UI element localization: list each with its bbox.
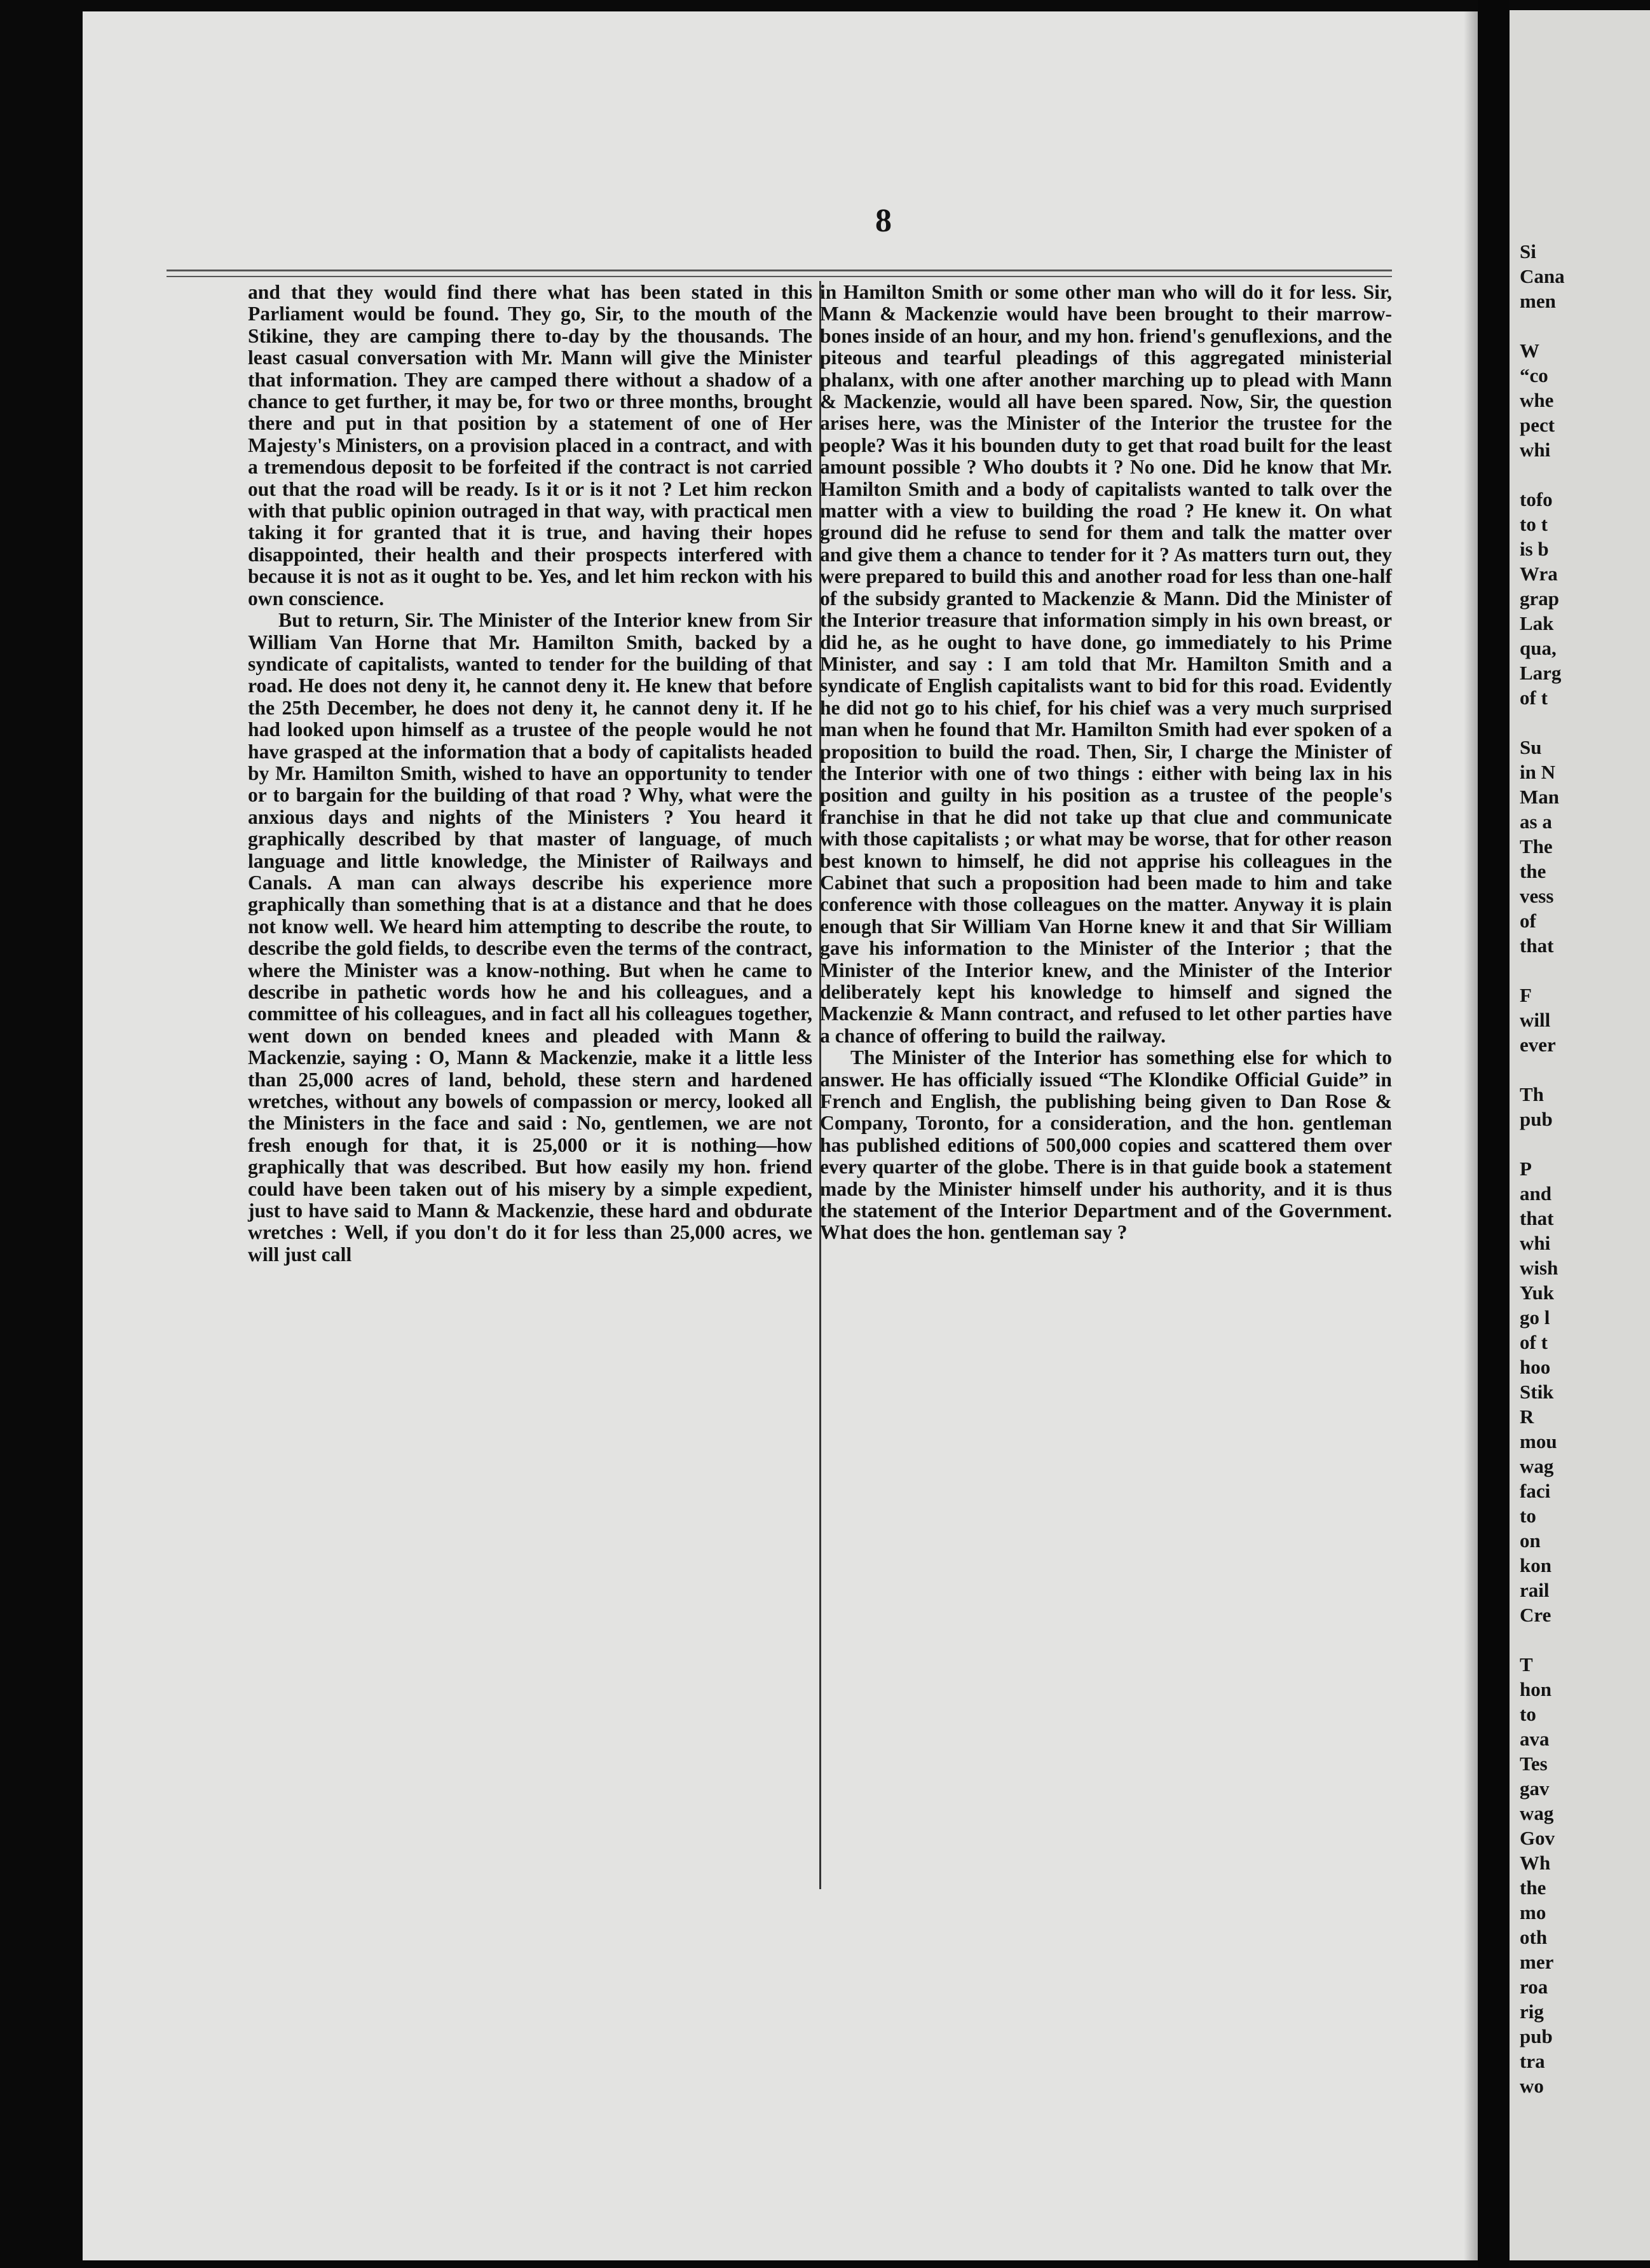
- paragraph: and that they would find there what has been stated in this Parliament would be found. They go, Sir, to the mouth of the Stikine, they are camping there to-day by the thousands. The least casual conversation with Mr. Mann will give the Minister that information. They are camped there without a shadow of a chance to get further, it may be, for two or three months, brought there and put in that position by a statement of one of Her Majesty's Ministers, on a provision placed in a contract, and with a tremendous deposit to be forfeited if the contract is not carried out that the road will be ready. Is it or is it not ? Let him reckon with that public opinion outraged in that way, with practical men taking it for granted that it is true, and having their hopes disappointed, their health and their prospects interfered with because it is not as it ought to be. Yes, and let him reckon with his own conscience.: [248, 281, 812, 610]
- facing-page-line: Stik: [1520, 1381, 1554, 1403]
- facing-page-line: tra: [1520, 2050, 1545, 2072]
- facing-page-line: rail: [1520, 1579, 1550, 1601]
- facing-page-text: [1510, 239, 1650, 2098]
- facing-page-line: tofo: [1520, 488, 1553, 510]
- facing-page-line: the: [1520, 1876, 1546, 1899]
- facing-page-line: wag: [1520, 1802, 1554, 1824]
- facing-page-line: the: [1520, 860, 1546, 882]
- facing-page-line: is b: [1520, 538, 1549, 560]
- facing-page-line: [1510, 313, 1650, 338]
- facing-page-line: Cre: [1520, 1604, 1551, 1626]
- facing-page-line: Su: [1520, 736, 1542, 758]
- facing-page-line: wo: [1520, 2075, 1544, 2097]
- facing-page-line: pub: [1520, 1108, 1553, 1130]
- facing-page-line: gav: [1520, 1777, 1550, 1800]
- facing-page-line: [1510, 958, 1650, 983]
- facing-page-line: P: [1520, 1158, 1532, 1180]
- facing-page-line: Man: [1520, 786, 1559, 808]
- facing-page-line: grap: [1520, 587, 1559, 610]
- facing-page-line: hoo: [1520, 1356, 1551, 1378]
- facing-page-line: vess: [1520, 885, 1554, 907]
- paragraph: The Minister of the Interior has something else for which to answer. He has officially issued “The Klondike Official Guide” in French and English, the publishing being given to Dan Rose & Company, Toronto, for a consideration, and the hon. gentleman has published editions of 500,000 copies and scattered them over every quarter of the globe. There is in that guide book a statement made by the Minister himself under his authority, and it is thus the statement of the Interior Department and of the Government. What does the hon. gentleman say ?: [820, 1046, 1392, 1244]
- facing-page-line: and: [1520, 1182, 1551, 1205]
- facing-page-line: rig: [1520, 2000, 1544, 2023]
- facing-page-line: men: [1520, 290, 1556, 312]
- facing-page-line: ever: [1520, 1034, 1556, 1056]
- facing-page-line: that: [1520, 1207, 1554, 1229]
- facing-page-line: mo: [1520, 1901, 1546, 1923]
- header-rule: [167, 270, 1392, 271]
- paragraph: But to return, Sir. The Minister of the Interior knew from Sir William Van Horne that Mr. Hamilton Smith, backed by a syndicate of capitalists, wanted to tender for the building of that road. He does not deny it, he cannot deny it. He knew that before the 25th December, he does not deny it, he cannot deny it. If he had looked upon himself as a trustee of the people would he not have grasped at the information that a body of capitalists headed by Mr. Hamilton Smith, wished to have an opportunity to tender or to bargain for the building of that road ? Why, what were the anxious days and nights of the Ministers ? You heard it graphically described by that master of language, of much language and little knowledge, the Minister of Railways and Canals. A man can always describe his experience more graphically than something that is at a distance and that he does not know well. We heard him attempting to describe the route, to describe the gold fields, to describe even the terms of the contract, where the Minister was a know-nothing. But when he came to describe in pathetic words how he and his colleagues, and a committee of his colleagues, and in fact all his colleagues together, went down on bended knees and pleaded with Mann & Mackenzie, saying : O, Mann & Mackenzie, make it a little less than 25,000 acres of land, behold, these stern and hardened wretches, without any bowels of compassion or mercy, looked all the Ministers in the face and said : No, gentlemen, we are not fresh enough for that, it is 25,000 or it is nothing—how graphically that was described. But how easily my hon. friend could have been taken out of his misery by a simple expedient, just to have said to Mann & Mackenzie, these hard and obdurate wretches : Well, if you don't do it for less than 25,000 acres, we will just call: [248, 609, 812, 1266]
- facing-page-line: ava: [1520, 1728, 1550, 1750]
- facing-page-line: go l: [1520, 1306, 1550, 1329]
- facing-page-line: to: [1520, 1703, 1536, 1725]
- facing-page-line: hon: [1520, 1678, 1551, 1700]
- facing-page-line: Tes: [1520, 1752, 1548, 1775]
- facing-page-line: Yuk: [1520, 1281, 1555, 1304]
- facing-page-line: Th: [1520, 1083, 1544, 1105]
- facing-page-line: whi: [1520, 1232, 1551, 1254]
- facing-page-line: R: [1520, 1405, 1534, 1428]
- facing-page-line: Wra: [1520, 563, 1558, 585]
- facing-page-line: whe: [1520, 389, 1554, 411]
- facing-page-line: “co: [1520, 364, 1548, 386]
- facing-page-line: W: [1520, 339, 1539, 362]
- facing-page-line: mer: [1520, 1951, 1554, 1973]
- facing-page-line: pect: [1520, 414, 1555, 436]
- facing-page-line: in N: [1520, 761, 1555, 783]
- facing-page-line: qua,: [1520, 637, 1557, 659]
- facing-page-line: kon: [1520, 1554, 1551, 1576]
- facing-page: [1510, 10, 1650, 2260]
- facing-page-line: faci: [1520, 1480, 1551, 1502]
- facing-page-line: roa: [1520, 1976, 1548, 1998]
- facing-page-line: Si: [1520, 240, 1536, 263]
- header-rule-thin: [167, 276, 1392, 277]
- facing-page-line: T: [1520, 1653, 1533, 1676]
- facing-page-line: F: [1520, 984, 1532, 1006]
- right-column: [820, 282, 1392, 1244]
- facing-page-line: The: [1520, 835, 1553, 857]
- paragraph: in Hamilton Smith or some other man who will do it for less. Sir, Mann & Mackenzie would have been brought to their marrow-bones inside of an hour, and my hon. friend's genuflexions, and the piteous and tearful pleadings of this aggregated ministerial phalanx, with one after another marching up to plead with Mann & Mackenzie, would all have been spared. Now, Sir, the question arises here, was the Minister of the Interior the trustee for the people? Was it his bounden duty to get that road built for the least amount possible ? Who doubts it ? No one. Did he know that Mr. Hamilton Smith and a body of capitalists wanted to talk over the matter with a view to building the road ? He knew it. On what ground did he refuse to send for them and talk the matter over and give them a chance to tender for it ? As matters turn out, they were prepared to build this and another road for less than one-half of the subsidy granted to Mackenzie & Mann. Did the Minister of the Interior treasure that information simply in his own breast, or did he, as he ought to have done, go immediately to his Prime Minister, and say : I am told that Mr. Hamilton Smith and a syndicate of English capitalists want to bid for this road. Evidently he did not go to his chief, for his chief was a very much surprised man when he found that Mr. Hamilton Smith had ever spoken of a proposition to build the road. Then, Sir, I charge the Minister of the Interior with one of two things : either with being lax in his position and guilty in his position as a trustee of the people's franchise in that he did not take up that clue and communicate with those capitalists ; or what may be worse, that for other reason best known to himself, he did not apprise his colleagues in the Cabinet that such a proposition had been made to him and take conference with those colleagues on the matter. Anyway it is plain enough that Sir William Van Horne knew it and that Sir William gave his information to the Minister of the Interior ; that the Minister of the Interior knew, and the Minister of the Interior deliberately kept his knowledge to himself and signed the Mackenzie & Mann contract, and refused to let other parties have a chance of offering to build the railway.: [820, 281, 1392, 1047]
- page-number: 8: [875, 203, 892, 239]
- facing-page-line: Lak: [1520, 612, 1554, 634]
- facing-page-line: [1510, 1627, 1650, 1652]
- facing-page-line: on: [1520, 1529, 1541, 1552]
- facing-page-line: whi: [1520, 439, 1551, 461]
- facing-page-line: to t: [1520, 513, 1548, 535]
- facing-page-line: [1510, 710, 1650, 735]
- facing-page-line: wish: [1520, 1257, 1558, 1279]
- left-column: [248, 282, 812, 1266]
- facing-page-line: Cana: [1520, 265, 1565, 287]
- facing-page-line: as a: [1520, 810, 1552, 833]
- facing-page-line: Wh: [1520, 1852, 1551, 1874]
- facing-page-line: Gov: [1520, 1827, 1555, 1849]
- facing-page-line: [1510, 1057, 1650, 1082]
- facing-page-line: that: [1520, 934, 1554, 957]
- facing-page-line: pub: [1520, 2025, 1553, 2047]
- facing-page-line: oth: [1520, 1926, 1548, 1948]
- book-binding-gutter: [1478, 0, 1510, 2268]
- facing-page-line: of t: [1520, 687, 1548, 709]
- facing-page-line: of t: [1520, 1331, 1548, 1353]
- facing-page-line: of: [1520, 910, 1536, 932]
- facing-page-line: Larg: [1520, 662, 1562, 684]
- facing-page-line: mou: [1520, 1430, 1557, 1452]
- facing-page-line: to: [1520, 1505, 1536, 1527]
- facing-page-line: wag: [1520, 1455, 1554, 1477]
- facing-page-line: will: [1520, 1009, 1551, 1031]
- facing-page-line: [1510, 462, 1650, 487]
- facing-page-line: [1510, 1131, 1650, 1156]
